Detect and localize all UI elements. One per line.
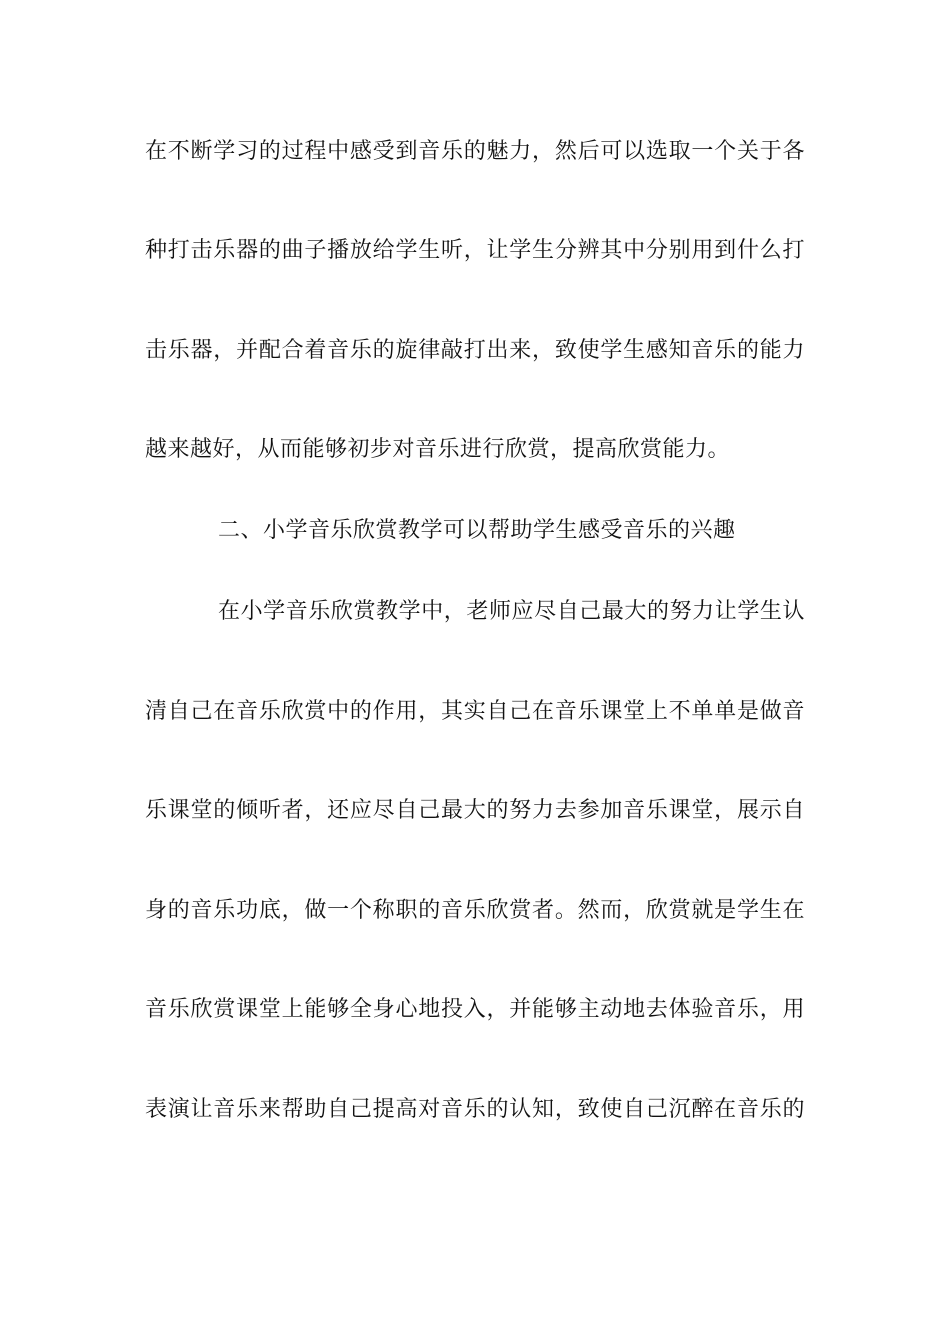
paragraph-1-line-1: 在不断学习的过程中感受到音乐的魅力，然后可以选取一个关于各 [145,139,805,164]
paragraph-1-line-3: 击乐器，并配合着音乐的旋律敲打出来，致使学生感知音乐的能力 [145,338,805,363]
section-heading: 二、小学音乐欣赏教学可以帮助学生感受音乐的兴趣 [218,518,736,543]
paragraph-2-line-5: 音乐欣赏课堂上能够全身心地投入，并能够主动地去体验音乐，用 [145,997,805,1022]
paragraph-2-line-1: 在小学音乐欣赏教学中，老师应尽自己最大的努力让学生认 [218,599,805,624]
paragraph-2-line-4: 身的音乐功底，做一个称职的音乐欣赏者。然而，欣赏就是学生在 [145,898,805,923]
paragraph-2-line-6: 表演让音乐来帮助自己提高对音乐的认知，致使自己沉醉在音乐的 [145,1097,805,1122]
paragraph-2-line-3: 乐课堂的倾听者，还应尽自己最大的努力去参加音乐课堂，展示自 [145,798,805,823]
paragraph-1-line-4: 越来越好，从而能够初步对音乐进行欣赏，提高欣赏能力。 [145,437,731,462]
paragraph-2-line-2: 清自己在音乐欣赏中的作用，其实自己在音乐课堂上不单单是做音 [145,699,805,724]
paragraph-1-line-2: 种打击乐器的曲子播放给学生听，让学生分辨其中分别用到什么打 [145,238,805,263]
